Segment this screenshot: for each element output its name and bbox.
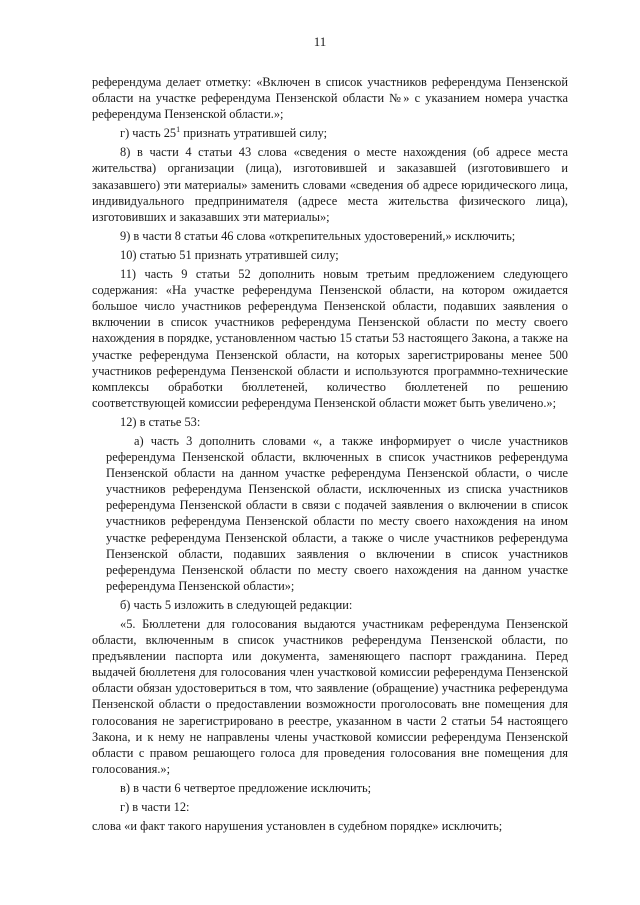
paragraph-item-12-b: б) часть 5 изложить в следующей редакции: [120,597,353,612]
document-body [92,74,568,834]
paragraph-item-12-g: г) в части 12: [120,800,190,815]
superscript-1: 1 [176,125,181,135]
paragraph-item-9: 9) в части 8 статьи 46 слова «открепительных удостоверений,» исключить; [120,228,516,243]
page-number: 11 [313,34,327,49]
paragraph-item-12-a: а) часть 3 дополнить словами «, а также информирует о числе участников референдума Пензенской области, включенных в список участников референдума Пензенской области на данном участке референдума Пензенской области, о числе участников референдума Пензенской области, исключенных из списка участников референдума Пензенской области в связи с подачей заявления о включении в список участников референдума Пензенской области по месту своего нахождения на ином участке референдума Пензенской области, а также о числе участников референдума Пензенской области, подавших заявления о включении в список участников референдума Пензенской области по месту своего нахождения на данном участке референдума Пензенской области»; [106,433,568,593]
paragraph-item-12: 12) в статье 53: [120,414,201,429]
paragraph-item-8: 8) в части 4 статьи 43 слова «сведения о месте нахождения (об адресе места жительства) организации (лица), изготовившей и заказавшей (изготовившего и заказавшего) эти материалы» заменить словами «сведения об адресе юридического лица, индивидуального предпринимателя (адресе места жительства физического лица), изготовивших и заказавших эти материалы»; [92,145,568,224]
paragraph-words-exclude: слова «и факт такого нарушения установлен в судебном порядке» исключить; [92,819,503,834]
paragraph-part-25-1 [92,125,568,141]
paragraph-item-10: 10) статью 51 признать утратившей силу; [120,247,339,262]
paragraph-item-12-v: в) в части 6 четвертое предложение исключить; [120,780,372,795]
paragraph-part-25-1-post: признать утратившей силу; [180,126,328,141]
paragraph-new-part-5: «5. Бюллетени для голосования выдаются участникам референдума Пензенской области, включенным в список участников референдума Пензенской области, по предъявлении паспорта или документа, заменяющего паспорт гражданина. Перед выдачей бюллетеня для голосования член участковой комиссии референдума Пензенской области обязан удостовериться в том, что заявление (обращение) участника референдума Пензенской области о предоставлении возможности проголосовать вне помещения для голосования не зарегистрировано в реестре, указанном в части 2 статьи 54 настоящего Закона, и к нему не направлены члены участковой комиссии референдума Пензенской области с правом решающего голоса для проведения голосования вне помещения для голосования.»; [92,617,568,776]
paragraph-part-25-1-pre: г) часть 25 [120,126,177,141]
paragraph-referendum-mark: референдума делает отметку: «Включен в список участников референдума Пензенской области на участке референдума Пензенской области №» с указанием номера участка референдума Пензенской области.»; [92,75,568,122]
paragraph-item-11: 11) часть 9 статьи 52 дополнить новым третьим предложением следующего содержания: «На участке референдума Пензенской области, на котором ожидается большое число участников референдума Пензенской области, подавших заявления о включении в список участников референдума Пензенской области по месту своего нахождения в порядке, установленном частью 15 статьи 53 настоящего Закона, а также на участке референдума Пензенской области, на которых зарегистрированы менее 500 участников референдума Пензенской области и используются программно-технические комплексы обработки бюллетеней, количество бюллетеней по решению соответствующей комиссии референдума Пензенской области может быть увеличено.»; [92,267,568,410]
